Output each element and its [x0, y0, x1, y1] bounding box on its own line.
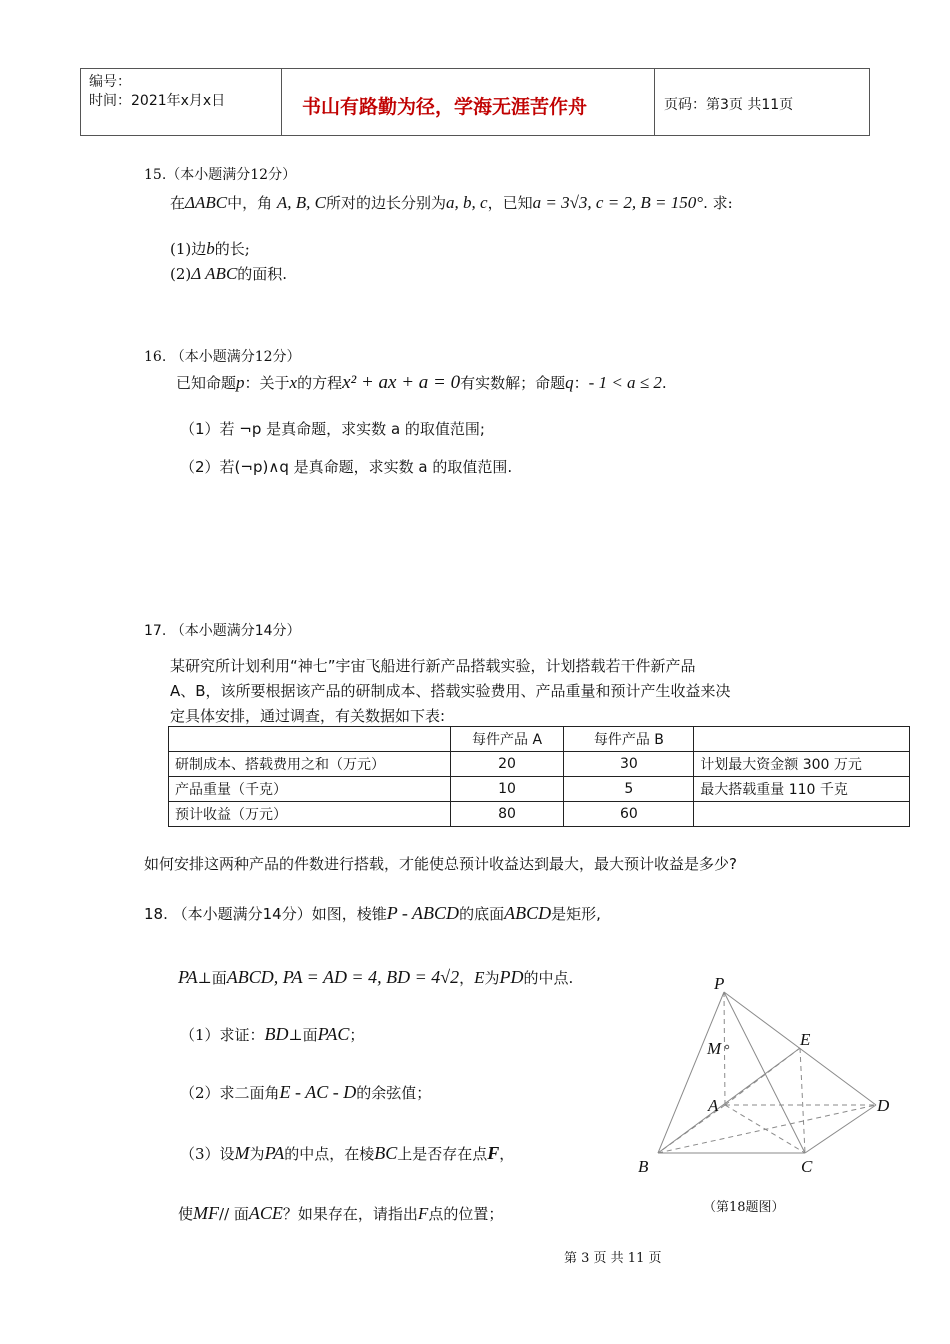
q18-p1-d: PAC: [317, 1024, 350, 1044]
q16-stem-e: 的方程: [297, 374, 343, 392]
table-header-cell: [169, 727, 451, 752]
q15-stem-i: . 求:: [703, 194, 733, 212]
header-bottom-border: [80, 135, 870, 136]
q15-p1-b: b: [206, 239, 215, 258]
q18-p1-a: （1）求证：: [180, 1026, 265, 1044]
q16-stem-g: 有实数解；命题: [460, 374, 566, 392]
q18-l1-b: ⊥面: [197, 969, 227, 987]
q18-p3-h: F: [487, 1143, 500, 1163]
q17-question: 如何安排这两种产品的件数进行搭载，才能使总预计收益达到最大，最大预计收益是多少?: [144, 855, 737, 873]
q15-stem-a: 在: [170, 194, 186, 212]
q15-p2-b: Δ ABC: [191, 264, 238, 283]
q16-stem: [176, 372, 667, 394]
q16-stem-i: ：: [573, 374, 589, 392]
table-cell: 10: [450, 777, 564, 802]
edge-PA: [724, 992, 725, 1105]
table-cell: 20: [450, 752, 564, 777]
q16-p: p: [236, 373, 245, 392]
q18-l1-d: ，: [459, 969, 475, 987]
q18-p4-f: F: [417, 1204, 429, 1223]
header-page-info: 页码：第3页 共11页: [664, 97, 794, 113]
q15-sides: a, b, c: [446, 193, 488, 212]
label-A: A: [708, 1096, 719, 1115]
q15-angles: A, B, C: [276, 193, 327, 212]
table-cell: 计划最大资金额 300 万元: [694, 752, 910, 777]
q18-p3-b: M: [234, 1143, 250, 1163]
q17-data-table: [168, 726, 910, 827]
q15-p1-a: (1)边: [170, 240, 207, 258]
q18-p3-g: 上是否存在点: [397, 1145, 488, 1163]
header-number-label: 编号：: [89, 74, 131, 90]
q15-given: a = 3√3, c = 2, B = 150°: [532, 193, 704, 212]
q18-l1-c: ABCD, PA = AD = 4, BD = 4√2: [226, 967, 460, 987]
q15-p1-c: 的长;: [214, 240, 250, 258]
table-cell: 预计收益（万元）: [169, 802, 451, 827]
q16-title: 16. （本小题满分12分）: [144, 349, 301, 365]
q18-given: [178, 967, 573, 988]
q16-stem-k: .: [661, 374, 667, 392]
q15-stem-c: 中，角: [227, 194, 273, 212]
q15-triangle: ΔABC: [185, 193, 228, 212]
q18-p3-d: PA: [264, 1143, 285, 1163]
q18-p3-f: BC: [374, 1143, 398, 1163]
q18-title-e: 是矩形,: [551, 905, 601, 923]
q18-p1-c: ⊥面: [288, 1026, 318, 1044]
q18-title: [144, 903, 601, 924]
table-header-row: [169, 727, 910, 752]
label-B: B: [638, 1157, 649, 1176]
table-cell: 80: [450, 802, 564, 827]
q18-l1-g: PD: [499, 967, 524, 987]
table-cell: 60: [564, 802, 694, 827]
q18-p2-a: （2）求二面角: [180, 1084, 280, 1102]
q18-l1-e: E: [474, 968, 485, 987]
q18-p4-b: MF: [193, 1203, 220, 1223]
table-row: [169, 777, 910, 802]
page-footer: 第 3 页 共 11 页: [564, 1251, 662, 1266]
q16-equation: x² + ax + a = 0: [342, 372, 461, 393]
q18-p3-c: 为: [249, 1145, 265, 1163]
q15-p2-a: (2): [170, 265, 192, 283]
q18-p3-i: ，: [499, 1145, 515, 1163]
q16-q: q: [565, 373, 574, 392]
header-date: 时间：2021年x月x日: [89, 93, 226, 109]
edge-EC: [800, 1048, 805, 1153]
q18-l1-f: 为: [484, 969, 500, 987]
q18-p4-c: // 面: [219, 1205, 249, 1223]
q18-title-c: 的底面: [459, 905, 505, 923]
q18-p4-g: 点的位置；: [428, 1205, 504, 1223]
q18-base: ABCD: [504, 903, 552, 923]
table-cell: [694, 802, 910, 827]
q17-line1: 某研究所计划利用“神七”宇宙飞船进行新产品搭载实验，计划搭载若干件新产品: [170, 657, 696, 675]
table-header-cell: 每件产品 B: [564, 727, 694, 752]
header-top-border: [80, 68, 870, 69]
table-cell: 5: [564, 777, 694, 802]
q16-stem-c: ：关于: [244, 374, 290, 392]
q17-line2: A、B，该所要根据该产品的研制成本、搭载实验费用、产品重量和预计产生收益来决: [170, 682, 731, 700]
q15-part1: [170, 238, 250, 259]
q18-p2-b: E - AC - D: [279, 1082, 357, 1102]
q16-x: x: [289, 373, 298, 392]
table-row: [169, 802, 910, 827]
label-E: E: [800, 1030, 811, 1049]
q16-part2: （2）若(¬p)∧q 是真命题，求实数 a 的取值范围.: [180, 458, 513, 476]
pyramid-figure: [620, 965, 910, 1195]
q18-p4-e: ？如果存在，请指出: [282, 1205, 418, 1223]
point-M: [725, 1045, 729, 1049]
table-cell: 产品重量（千克）: [169, 777, 451, 802]
q18-title-a: 18. （本小题满分14分）如图，棱锥: [144, 905, 387, 923]
edge-CD: [805, 1105, 876, 1153]
header-motto: 书山有路勤为径，学海无涯苦作舟: [302, 96, 588, 118]
table-cell: 研制成本、搭载费用之和（万元）: [169, 752, 451, 777]
q16-range: - 1 < a ≤ 2: [588, 373, 662, 392]
q18-part3: [180, 1143, 514, 1164]
q17-line3: 定具体安排，通过调查，有关数据如下表:: [170, 707, 446, 725]
q15-title: 15.（本小题满分12分）: [144, 167, 297, 183]
q18-p3-e: 的中点，在棱: [284, 1145, 375, 1163]
q18-l1-a: PA: [178, 967, 198, 987]
q18-part1: [180, 1024, 364, 1045]
header-divider-right: [869, 68, 870, 136]
q15-part2: [170, 263, 287, 284]
q15-stem-g: ，已知: [487, 194, 533, 212]
table-cell: 30: [564, 752, 694, 777]
q18-p3-a: （3）设: [180, 1145, 235, 1163]
q18-p4-d: ACE: [248, 1203, 283, 1223]
q17-title: 17. （本小题满分14分）: [144, 623, 301, 639]
table-cell: 最大搭载重量 110 千克: [694, 777, 910, 802]
label-M: M: [707, 1039, 722, 1058]
q16-stem-a: 已知命题: [176, 374, 237, 392]
table-header-cell: 每件产品 A: [450, 727, 564, 752]
q18-part2: [180, 1082, 431, 1103]
q18-p4-a: 使: [178, 1205, 194, 1223]
q18-l1-h: 的中点.: [523, 969, 574, 987]
figure-caption: （第18题图）: [703, 1200, 785, 1215]
q18-p1-e: ；: [349, 1026, 365, 1044]
header-divider-2: [654, 68, 655, 136]
q18-part4: [178, 1203, 503, 1224]
q18-pyramid: P - ABCD: [386, 903, 460, 923]
label-P: P: [714, 974, 725, 993]
header-divider-1: [281, 68, 282, 136]
q18-p2-c: 的余弦值；: [356, 1084, 432, 1102]
q18-p1-b: BD: [264, 1024, 289, 1044]
q15-stem-e: 所对的边长分别为: [326, 194, 447, 212]
table-row: [169, 752, 910, 777]
q15-stem: [170, 192, 733, 213]
label-C: C: [801, 1157, 813, 1176]
q16-part1: （1）若 ¬p 是真命题，求实数 a 的取值范围;: [180, 420, 485, 438]
header-divider-left: [80, 68, 81, 136]
table-header-cell: [694, 727, 910, 752]
label-D: D: [877, 1096, 890, 1115]
q15-p2-c: 的面积.: [237, 265, 288, 283]
